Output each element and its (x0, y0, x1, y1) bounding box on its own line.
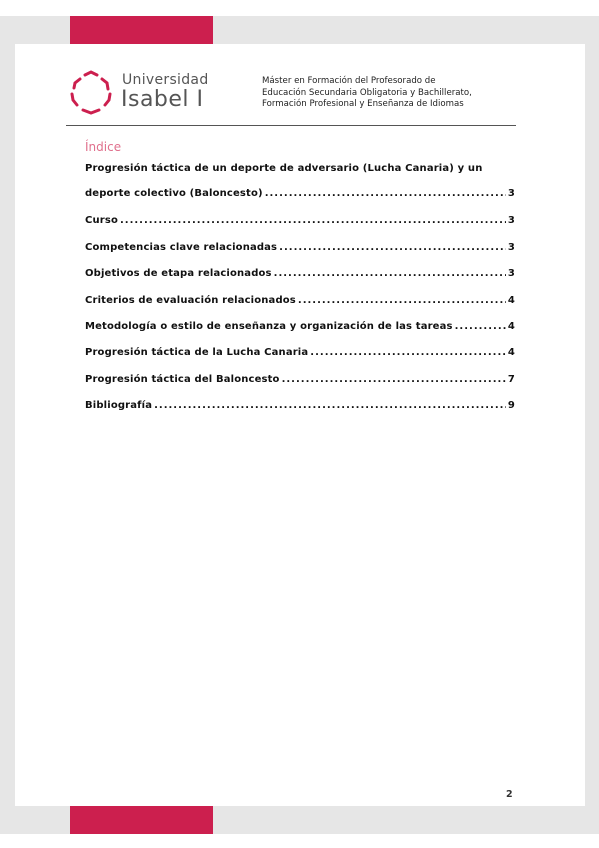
toc-leader-dots (310, 347, 506, 358)
logo-emblem-icon (68, 70, 114, 116)
toc-leader-dots (120, 215, 506, 226)
toc-entry-page: 3 (507, 242, 515, 253)
toc-entry-page: 7 (507, 374, 515, 385)
bottom-brand-tab (70, 806, 213, 834)
program-line: Educación Secundaria Obligatoria y Bachillerato, (262, 87, 472, 98)
toc-leader-dots (282, 374, 506, 385)
program-line: Formación Profesional y Enseñanza de Idiomas (262, 99, 464, 109)
toc-entry[interactable] (85, 395, 515, 421)
toc-entry-page: 3 (507, 188, 515, 199)
toc-entry-label: Bibliografía (85, 400, 153, 411)
toc-leader-dots (274, 268, 506, 279)
toc-entry[interactable] (85, 163, 515, 210)
toc-entry[interactable] (85, 290, 515, 316)
toc-entry[interactable] (85, 342, 515, 369)
program-title (262, 76, 522, 111)
toc-entry[interactable] (85, 237, 515, 263)
toc-entry-label: Progresión táctica de la Lucha Canaria (85, 347, 309, 358)
toc-entry-label: Curso (85, 215, 118, 226)
toc-entry-page: 9 (507, 400, 515, 411)
toc-entry[interactable] (85, 369, 515, 395)
toc-leader-dots (298, 295, 506, 306)
toc-entry-label: Objetivos de etapa relacionados (85, 268, 272, 279)
toc-title: Índice (85, 140, 122, 154)
top-margin (0, 0, 599, 16)
toc-entry-label: Competencias clave relacionadas (85, 242, 278, 253)
toc-leader-dots (265, 188, 506, 199)
university-logo (68, 70, 238, 118)
program-line: Máster en Formación del Profesorado de (262, 76, 436, 86)
document-page (15, 44, 585, 806)
toc-entry[interactable] (85, 263, 515, 290)
toc-entry-label: Progresión táctica del Baloncesto (85, 374, 280, 385)
toc-entry-page: 3 (507, 215, 515, 226)
page-number: 2 (506, 789, 513, 800)
toc-entry-label: Criterios de evaluación relacionados (85, 295, 296, 306)
toc-leader-dots (455, 321, 506, 332)
top-brand-tab (70, 16, 213, 44)
bottom-margin (0, 834, 599, 848)
table-of-contents (85, 163, 515, 421)
toc-leader-dots (279, 242, 506, 253)
toc-leader-dots (154, 400, 506, 411)
toc-entry[interactable] (85, 316, 515, 342)
toc-entry-label: deporte colectivo (Baloncesto) (85, 188, 263, 199)
toc-entry[interactable] (85, 210, 515, 237)
toc-entry-page: 4 (507, 321, 515, 332)
header-divider (66, 125, 516, 126)
logo-name-text: Isabel I (121, 87, 204, 112)
toc-entry-page: 4 (507, 347, 515, 358)
logo-university-text: Universidad (122, 72, 209, 88)
toc-entry-label-line1: Progresión táctica de un deporte de adversario (Lucha Canaria) y un (85, 163, 483, 174)
toc-entry-label: Metodología o estilo de enseñanza y organización de las tareas (85, 321, 453, 332)
toc-entry-page: 4 (507, 295, 515, 306)
toc-entry-page: 3 (507, 268, 515, 279)
